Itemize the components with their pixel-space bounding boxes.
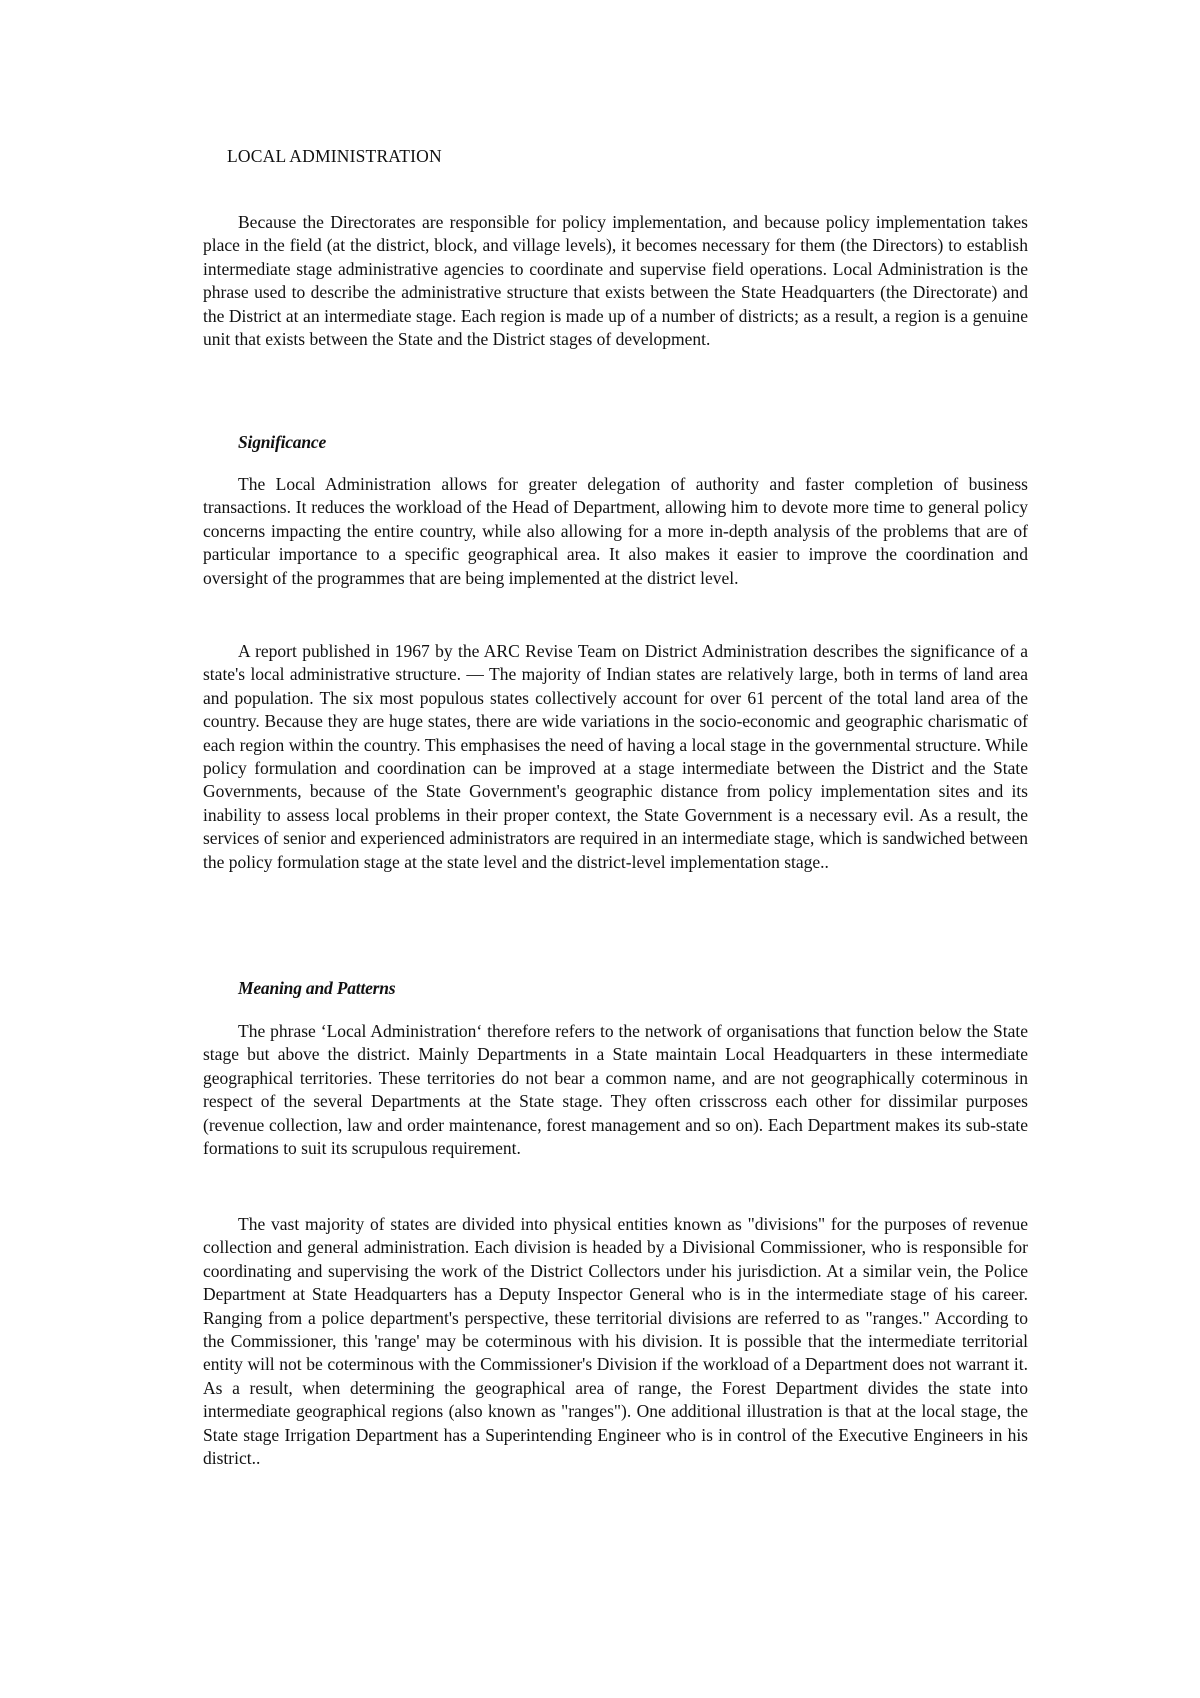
meaning-paragraph-1: The phrase ‘Local Administration‘ therefore refers to the network of organisations that function below the State stage but above the district. Mainly Departments in a State maintain Local Headquarters in these intermediate geographical territories. These territories do not bear a common name, and are not geographically coterminous in respect of the several Departments at the State stage. They often crisscross each other for dissimilar purposes (revenue collection, law and order maintenance, forest management and so on). Each Department makes its sub-state formations to suit its scrupulous requirement. — [203, 1021, 1028, 1159]
significance-paragraph-1: The Local Administration allows for greater delegation of authority and faster completion of business transactions. It reduces the workload of the Head of Department, allowing him to devote more time to general policy concerns impacting the entire country, while also allowing for a more in-depth analysis of the problems that are of particular importance to a specific geographical area. It also makes it easier to improve the coordination and oversight of the programmes that are being implemented at the district level. — [203, 474, 1028, 588]
meaning-and-patterns-heading: Meaning and Patterns — [238, 978, 396, 998]
meaning-paragraph-2: The vast majority of states are divided into physical entities known as "divisions" for the purposes of revenue collection and general administration. Each division is headed by a Divisional Commissioner, who is responsible for coordinating and supervising the work of the District Collectors under his jurisdiction. At a similar vein, the Police Department at State Headquarters has a Deputy Inspector General who is in the intermediate stage of his career. Ranging from a police department's perspective, these territorial divisions are referred to as "ranges." According to the Commissioner, this 'range' may be coterminous with his division. It is possible that the intermediate territorial entity will not be coterminous with the Commissioner's Division if the workload of a Department does not warrant it. As a result, when determining the geographical area of range, the Forest Department divides the state into intermediate geographical regions (also known as "ranges"). One additional illustration is that at the local stage, the State stage Irrigation Department has a Superintending Engineer who is in control of the Executive Engineers in his district.. — [203, 1214, 1028, 1469]
document-title: LOCAL ADMINISTRATION — [227, 146, 442, 166]
significance-paragraph-2: A report published in 1967 by the ARC Revise Team on District Administration describes the significance of a state's local administrative structure. — The majority of Indian states are relatively large, both in terms of land area and population. The six most populous states collectively account for over 61 percent of the total land area of the country. Because they are huge states, there are wide variations in the socio-economic and geographic charismatic of each region within the country. This emphasises the need of having a local stage in the governmental structure. While policy formulation and coordination can be improved at a stage intermediate between the District and the State Governments, because of the State Government's geographic distance from policy implementation sites and its inability to assess local problems in their proper context, the State Government is a necessary evil. As a result, the services of senior and experienced administrators are required in an intermediate stage, which is sandwiched between the policy formulation stage at the state level and the district-level implementation stage.. — [203, 641, 1028, 872]
significance-heading: Significance — [238, 432, 327, 452]
intro-paragraph: Because the Directorates are responsible for policy implementation, and because policy implementation takes place in the field (at the district, block, and village levels), it becomes necessary for them (the Directors) to establish intermediate stage administrative agencies to coordinate and supervise field operations. Local Administration is the phrase used to describe the administrative structure that exists between the State Headquarters (the Directorate) and the District at an intermediate stage. Each region is made up of a number of districts; as a result, a region is a genuine unit that exists between the State and the District stages of development. — [203, 212, 1028, 350]
